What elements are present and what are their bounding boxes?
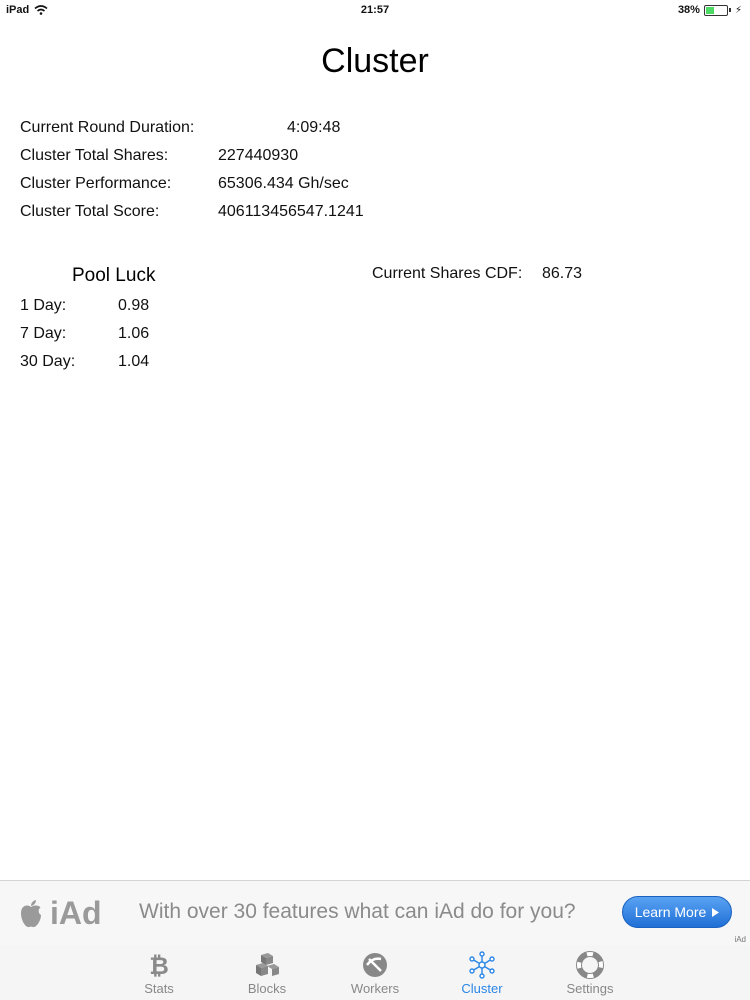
total-shares-value: 227440930 [218,147,299,164]
learn-more-button[interactable] [622,896,732,928]
total-score-label: Cluster Total Score: [20,203,160,220]
luck-30day-value: 1.04 [118,353,150,370]
round-duration-label: Current Round Duration: [20,119,195,136]
tab-settings[interactable] [550,945,630,1000]
iad-logo [18,895,102,932]
shares-cdf-label: Current Shares CDF: [372,265,523,282]
round-duration-value: 4:09:48 [287,119,341,136]
battery-fill [706,7,714,14]
performance-value: 65306.434 Gh/sec [218,175,349,192]
luck-1day-label: 1 Day: [20,297,67,314]
status-time: 21:57 [360,4,390,16]
cluster-icon [468,951,496,979]
tab-workers-label: Workers [350,981,400,996]
iad-logo-text: iAd [50,895,102,931]
luck-1day-value: 0.98 [118,297,150,314]
performance-label: Cluster Performance: [20,175,172,192]
ad-tag: iAd [734,935,746,944]
luck-30day-label: 30 Day: [20,353,76,370]
blocks-icon [253,951,281,979]
tab-stats-label: Stats [144,981,174,996]
battery-icon [704,5,728,16]
bitcoin-icon [145,951,173,979]
battery-percent: 38% [677,4,700,16]
tab-blocks[interactable] [227,945,307,1000]
ad-banner[interactable] [0,880,750,946]
status-bar [0,0,750,22]
shares-cdf-value: 86.73 [542,265,583,282]
tab-stats[interactable] [119,945,199,1000]
status-right [678,4,742,16]
total-shares-label: Cluster Total Shares: [20,147,169,164]
page-title: Cluster [321,42,429,80]
apple-icon [18,899,44,929]
pickaxe-icon [361,951,389,979]
lifebuoy-icon [576,951,604,979]
tab-cluster[interactable] [442,945,522,1000]
tab-cluster-label: Cluster [461,981,503,996]
total-score-value: 406113456547.1241 [218,203,364,220]
tab-settings-label: Settings [566,981,614,996]
svg-text:₿: ₿ [149,952,169,979]
battery-tip [729,8,731,12]
charging-icon: ⚡ [734,4,742,16]
luck-7day-value: 1.06 [118,325,150,342]
play-arrow-icon [712,908,719,917]
tab-workers[interactable] [335,945,415,1000]
learn-more-label: Learn More [634,904,707,920]
tab-bar [0,945,750,1000]
device-name: iPad [6,4,30,16]
tab-blocks-label: Blocks [247,981,287,996]
luck-7day-label: 7 Day: [20,325,67,342]
ad-message: With over 30 features what can iAd do for you? [139,900,576,923]
pool-luck-heading: Pool Luck [72,265,156,286]
